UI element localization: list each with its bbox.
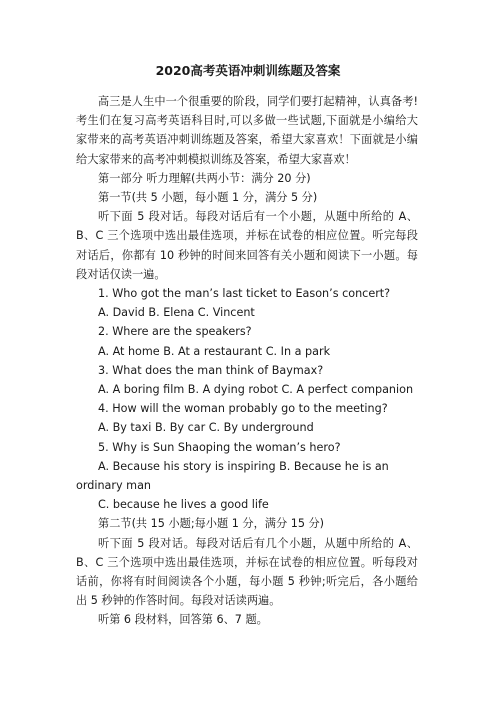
subsection-heading: 第一节(共 5 小题，每小题 1 分，满分 5 分) (98, 191, 318, 205)
document-body (76, 92, 418, 630)
instructions-paragraph-2: 听下面 5 段对话。每段对话后有几个小题，从题中所给的 A、B、C 三个选项中选出最佳选项，并标在试卷的相应位置。听每段对话前，你将有时间阅读各个小题，每小题 5 秒钟;听完后，各小题给出 5 秒钟的作答时间。每段对话读两遍。 (76, 536, 418, 608)
question-4-options: A. By taxi B. By car C. By underground (98, 421, 314, 435)
question-5-option-c: C. because he lives a good life (98, 498, 269, 512)
question-5-options: A. Because his story is inspiring B. Because he is an ordinary man (76, 459, 389, 493)
subsection-heading-2: 第二节(共 15 小题;每小题 1 分，满分 15 分) (98, 517, 325, 531)
question-3: 3. What does the man think of Baymax? (98, 363, 324, 377)
question-1-options: A. David B. Elena C. Vincent (98, 306, 255, 320)
question-4: 4. How will the woman probably go to the meeting? (98, 402, 388, 416)
question-1: 1. Who got the man’s last ticket to Eason’s concert? (98, 287, 391, 301)
section-heading: 第一部分 听力理解(共两小节：满分 20 分) (98, 171, 311, 185)
question-5: 5. Why is Sun Shaoping the woman’s hero? (98, 440, 341, 454)
material-6-heading: 听第 6 段材料，回答第 6、7 题。 (98, 613, 268, 627)
question-2-options: A. At home B. At a restaurant C. In a park (98, 344, 331, 358)
question-3-options: A. A boring film B. A dying robot C. A perfect companion (98, 383, 414, 397)
question-2: 2. Where are the speakers? (98, 325, 252, 339)
instructions-paragraph: 听下面 5 段对话。每段对话后有一个小题，从题中所给的 A、B、C 三个选项中选出最佳选项，并标在试卷的相应位置。听完每段对话后，你都有 10 秒钟的时间来回答有关小题和阅读下一小题。每段对话仅读一遍。 (76, 210, 418, 281)
intro-paragraph: 高三是人生中一个很重要的阶段，同学们要打起精神，认真备考!考生们在复习高考英语科目时,可以多做一些试题,下面就是小编给大家带来的高考英语冲刺训练题及答案，希望大家喜欢！下面就是小编给大家带来的高考冲刺模拟训练及答案，希望大家喜欢！ (76, 95, 418, 166)
document-title: 2020高考英语冲刺训练题及答案 (155, 63, 341, 78)
